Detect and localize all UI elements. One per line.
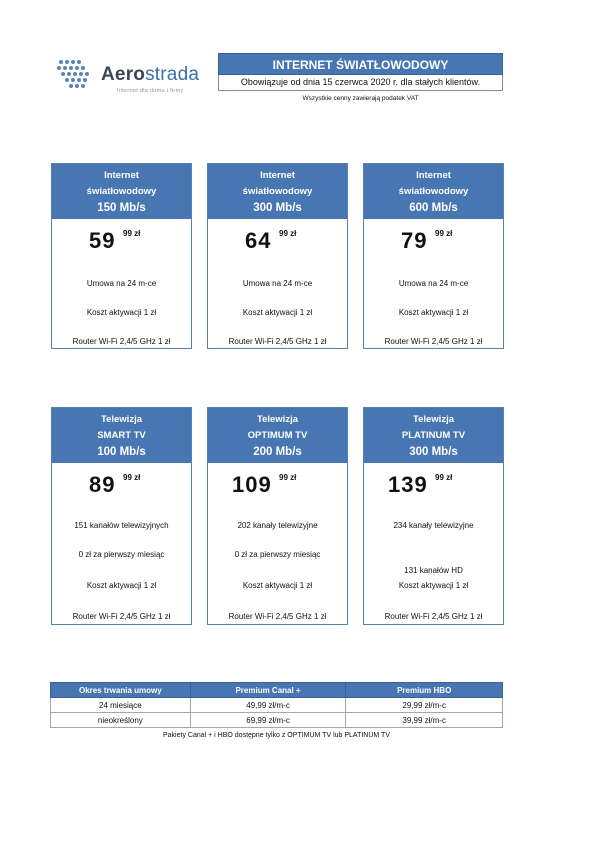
plan-contract: Umowa na 24 m-ce	[86, 279, 157, 288]
plan-speed: 200 Mb/s	[253, 446, 302, 458]
plan-category: Telewizja	[100, 414, 142, 425]
plan-speed: 300 Mb/s	[409, 446, 458, 458]
table-cell: 69,99 zł/m-c	[190, 713, 346, 728]
plan-price	[52, 219, 191, 263]
price-integer: 79	[401, 228, 428, 253]
price-integer: 89	[89, 472, 116, 497]
plan-category: Internet	[260, 170, 295, 181]
plan-channels: 151 kanałów telewizyjnych	[74, 521, 169, 530]
column-header: Premium HBO	[346, 683, 503, 698]
plan-type: OPTIMUM TV	[247, 430, 308, 441]
plan-header	[364, 164, 503, 219]
plan-header	[52, 408, 191, 463]
plan-contract: Umowa na 24 m-ce	[242, 279, 313, 288]
internet-plan-card-150	[51, 163, 192, 349]
plan-activation: Koszt aktywacji 1 zł	[398, 581, 469, 590]
plan-speed: 600 Mb/s	[409, 202, 458, 214]
logo-tagline: Internet dla domu i firmy	[117, 88, 184, 94]
header-box	[218, 53, 503, 102]
plan-activation: Koszt aktywacji 1 zł	[398, 308, 469, 317]
page-title: INTERNET ŚWIATŁOWODOWY	[218, 53, 503, 75]
plan-speed: 300 Mb/s	[253, 202, 302, 214]
plan-price	[52, 463, 191, 507]
plan-category: Telewizja	[256, 414, 298, 425]
validity-subtitle: Obowiązuje od dnia 15 czerwca 2020 r. dla stałych klientów.	[218, 75, 503, 91]
plan-category: Internet	[416, 170, 451, 181]
plan-type: światłowodowy	[86, 186, 157, 197]
plan-price	[208, 219, 347, 263]
internet-plan-card-300	[207, 163, 348, 349]
table-cell: 49,99 zł/m-c	[190, 698, 346, 713]
plan-price	[364, 463, 503, 507]
plan-promo: 0 zł za pierwszy miesiąc	[78, 550, 165, 559]
plan-router: Router Wi-Fi 2,4/5 GHz 1 zł	[384, 337, 483, 346]
plan-price	[364, 219, 503, 263]
logo-dots-icon	[55, 58, 95, 92]
plan-header	[208, 164, 347, 219]
plan-price	[208, 463, 347, 507]
vat-note: Wszystkie cenny zawierają podatek VAT	[302, 95, 419, 102]
logo-name-part2: strada	[145, 64, 200, 85]
plan-type: światłowodowy	[398, 186, 469, 197]
plan-header	[364, 408, 503, 463]
price-integer: 109	[232, 472, 272, 497]
tv-plan-card-platinum	[363, 407, 504, 625]
plan-activation: Koszt aktywacji 1 zł	[86, 581, 157, 590]
plan-activation: Koszt aktywacji 1 zł	[242, 581, 313, 590]
plan-router: Router Wi-Fi 2,4/5 GHz 1 zł	[384, 612, 483, 621]
plan-channels: 202 kanały telewizyjne	[237, 521, 318, 530]
plan-type: światłowodowy	[242, 186, 313, 197]
price-fraction: 99 zł	[123, 229, 141, 238]
tv-plan-card-smart	[51, 407, 192, 625]
plan-speed: 150 Mb/s	[97, 202, 146, 214]
plan-router: Router Wi-Fi 2,4/5 GHz 1 zł	[72, 337, 171, 346]
logo-name-part1: Aero	[101, 64, 146, 85]
price-integer: 64	[245, 228, 272, 253]
table-row	[51, 698, 503, 713]
table-cell: 39,99 zł/m-c	[346, 713, 503, 728]
price-fraction: 99 zł	[279, 473, 297, 482]
plan-activation: Koszt aktywacji 1 zł	[242, 308, 313, 317]
table-cell: nieokreślony	[51, 713, 191, 728]
price-integer: 59	[89, 228, 116, 253]
plan-header	[208, 408, 347, 463]
internet-plan-card-600	[363, 163, 504, 349]
logo-wordmark	[101, 64, 199, 86]
premium-note: Pakiety Canal + i HBO dostępne tylko z OPTIMUM TV lub PLATINUM TV	[163, 732, 390, 739]
tv-plan-card-optimum	[207, 407, 348, 625]
table-cell: 24 miesiące	[51, 698, 191, 713]
column-header: Premium Canal +	[190, 683, 346, 698]
price-fraction: 99 zł	[279, 229, 297, 238]
plan-category: Internet	[104, 170, 139, 181]
plan-type: PLATINUM TV	[401, 430, 466, 441]
table-header-row	[51, 683, 503, 698]
plan-router: Router Wi-Fi 2,4/5 GHz 1 zł	[72, 612, 171, 621]
plan-contract: Umowa na 24 m-ce	[398, 279, 469, 288]
price-fraction: 99 zł	[435, 229, 453, 238]
price-fraction: 99 zł	[123, 473, 141, 482]
plan-router: Router Wi-Fi 2,4/5 GHz 1 zł	[228, 612, 327, 621]
price-integer: 139	[388, 472, 428, 497]
plan-header	[52, 164, 191, 219]
plan-speed: 100 Mb/s	[97, 446, 146, 458]
plan-promo: 0 zł za pierwszy miesiąc	[234, 550, 321, 559]
plan-category: Telewizja	[412, 414, 454, 425]
plan-router: Router Wi-Fi 2,4/5 GHz 1 zł	[228, 337, 327, 346]
premium-packages-table	[50, 682, 503, 728]
table-cell: 29,99 zł/m-c	[346, 698, 503, 713]
plan-hd-channels: 131 kanałów HD	[404, 566, 463, 575]
plan-channels: 234 kanały telewizyjne	[393, 521, 474, 530]
price-fraction: 99 zł	[435, 473, 453, 482]
table-row	[51, 713, 503, 728]
plan-type: SMART TV	[97, 430, 146, 441]
plan-activation: Koszt aktywacji 1 zł	[86, 308, 157, 317]
column-header: Okres trwania umowy	[51, 683, 191, 698]
company-logo	[55, 58, 205, 98]
